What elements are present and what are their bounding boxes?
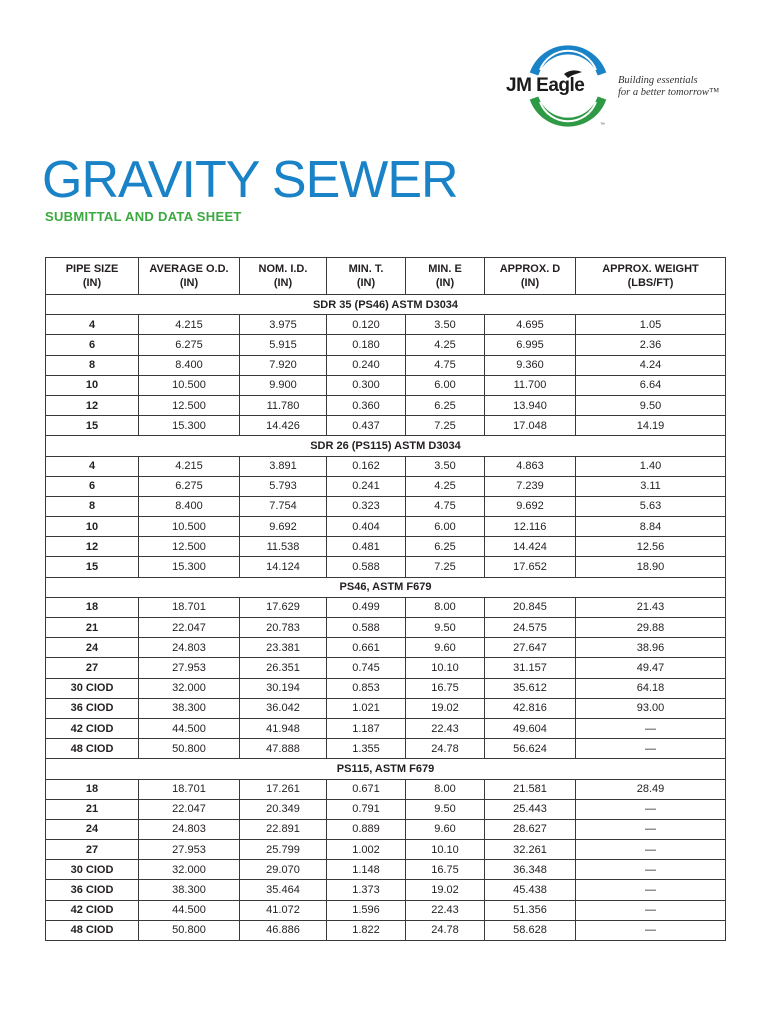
table-cell: 12.116 (485, 517, 576, 537)
table-cell: 24.78 (406, 739, 485, 759)
pipe-size-cell: 4 (46, 315, 139, 335)
table-cell: 17.261 (240, 779, 327, 799)
pipe-size-cell: 12 (46, 537, 139, 557)
table-cell: 1.373 (327, 880, 406, 900)
pipe-size-cell: 6 (46, 335, 139, 355)
table-cell: 36.042 (240, 698, 327, 718)
table-cell: 11.538 (240, 537, 327, 557)
table-cell: 8.400 (139, 355, 240, 375)
pipe-size-cell: 15 (46, 416, 139, 436)
section-row (46, 759, 726, 779)
table-cell: 15.300 (139, 416, 240, 436)
table-cell: 1.40 (576, 456, 726, 476)
pipe-size-cell: 21 (46, 799, 139, 819)
table-cell: 44.500 (139, 718, 240, 738)
table-cell: 17.629 (240, 597, 327, 617)
table-cell: 11.780 (240, 395, 327, 415)
table-cell: 12.500 (139, 537, 240, 557)
table-cell: — (576, 920, 726, 940)
table-row (46, 395, 726, 415)
table-cell: 36.348 (485, 860, 576, 880)
table-row (46, 900, 726, 920)
pipe-size-cell: 6 (46, 476, 139, 496)
table-cell: 0.588 (327, 557, 406, 577)
table-cell: 0.180 (327, 335, 406, 355)
table-row (46, 920, 726, 940)
table-cell: 16.75 (406, 678, 485, 698)
table-cell: 6.995 (485, 335, 576, 355)
pipe-size-cell: 30 CIOD (46, 678, 139, 698)
pipe-size-cell: 42 CIOD (46, 718, 139, 738)
table-cell: 4.695 (485, 315, 576, 335)
table-cell: 42.816 (485, 698, 576, 718)
table-cell: 2.36 (576, 335, 726, 355)
table-cell: 24.575 (485, 618, 576, 638)
tagline-line-2: for a better tomorrow™ (618, 87, 720, 98)
table-cell: — (576, 900, 726, 920)
table-cell: 56.624 (485, 739, 576, 759)
table-cell: 8.84 (576, 517, 726, 537)
table-cell: 3.975 (240, 315, 327, 335)
column-header-line: NOM. I.D. (258, 263, 308, 275)
table-header-row (46, 258, 726, 295)
table-cell: 41.072 (240, 900, 327, 920)
table-cell: 0.323 (327, 496, 406, 516)
table-cell: 27.647 (485, 638, 576, 658)
table-cell: 30.194 (240, 678, 327, 698)
table-cell: 18.701 (139, 597, 240, 617)
column-header-line: (LBS/FT) (627, 277, 674, 289)
pipe-size-cell: 24 (46, 638, 139, 658)
pipe-size-cell: 36 CIOD (46, 880, 139, 900)
table-cell: 45.438 (485, 880, 576, 900)
table-cell: 13.940 (485, 395, 576, 415)
table-cell: — (576, 819, 726, 839)
table-row (46, 618, 726, 638)
table-cell: 9.692 (240, 517, 327, 537)
table-cell: 17.048 (485, 416, 576, 436)
table-row (46, 638, 726, 658)
table-cell: 4.25 (406, 335, 485, 355)
column-header-line: MIN. T. (348, 263, 384, 275)
table-cell: 7.239 (485, 476, 576, 496)
table-cell: 22.047 (139, 618, 240, 638)
table-row (46, 456, 726, 476)
table-cell: 3.891 (240, 456, 327, 476)
section-row (46, 295, 726, 315)
pipe-size-cell: 10 (46, 375, 139, 395)
table-cell: 5.63 (576, 496, 726, 516)
table-cell: 27.953 (139, 658, 240, 678)
column-header-line: (IN) (273, 277, 293, 289)
table-cell: 22.047 (139, 799, 240, 819)
table-cell: 49.47 (576, 658, 726, 678)
column-header-line: (IN) (356, 277, 376, 289)
table-row (46, 840, 726, 860)
table-cell: 50.800 (139, 739, 240, 759)
table-cell: 29.88 (576, 618, 726, 638)
pipe-size-cell: 8 (46, 496, 139, 516)
svg-text:™: ™ (600, 122, 605, 128)
column-header-line: APPROX. WEIGHT (602, 263, 699, 275)
pipe-size-cell: 42 CIOD (46, 900, 139, 920)
table-cell: 35.464 (240, 880, 327, 900)
table-cell: 1.002 (327, 840, 406, 860)
table-cell: 3.50 (406, 315, 485, 335)
table-cell: 1.822 (327, 920, 406, 940)
table-cell: 27.953 (139, 840, 240, 860)
table-cell: 6.00 (406, 517, 485, 537)
pipe-size-cell: 30 CIOD (46, 860, 139, 880)
table-cell: 32.261 (485, 840, 576, 860)
table-cell: 9.50 (406, 618, 485, 638)
table-cell: 4.25 (406, 476, 485, 496)
table-cell: 6.275 (139, 335, 240, 355)
table-cell: — (576, 718, 726, 738)
table-cell: 32.000 (139, 860, 240, 880)
column-header-line: (IN) (520, 277, 540, 289)
column-header-line: (IN) (435, 277, 455, 289)
table-cell: 18.701 (139, 779, 240, 799)
table-cell: 6.25 (406, 395, 485, 415)
table-cell: 7.754 (240, 496, 327, 516)
table-row (46, 698, 726, 718)
table-row (46, 739, 726, 759)
table-row (46, 557, 726, 577)
table-cell: 9.60 (406, 638, 485, 658)
company-logo (506, 44, 726, 130)
table-cell: 10.500 (139, 517, 240, 537)
table-cell: 44.500 (139, 900, 240, 920)
table-cell: 3.50 (406, 456, 485, 476)
table-cell: 8.00 (406, 597, 485, 617)
table-cell: 20.783 (240, 618, 327, 638)
column-header-line: (IN) (82, 277, 102, 289)
table-cell: 7.920 (240, 355, 327, 375)
table-row (46, 496, 726, 516)
table-cell: 38.96 (576, 638, 726, 658)
table-cell: 49.604 (485, 718, 576, 738)
table-cell: 20.349 (240, 799, 327, 819)
table-cell: 1.596 (327, 900, 406, 920)
column-header (406, 258, 485, 295)
table-cell: 10.10 (406, 658, 485, 678)
table-cell: 0.120 (327, 315, 406, 335)
table-row (46, 335, 726, 355)
pipe-size-cell: 36 CIOD (46, 698, 139, 718)
section-title: SDR 26 (PS115) ASTM D3034 (46, 436, 726, 456)
table-cell: 9.50 (576, 395, 726, 415)
pipe-size-cell: 48 CIOD (46, 739, 139, 759)
table-cell: 1.021 (327, 698, 406, 718)
table-cell: 16.75 (406, 860, 485, 880)
table-cell: 9.50 (406, 799, 485, 819)
table-cell: 8.400 (139, 496, 240, 516)
table-cell: 26.351 (240, 658, 327, 678)
table-cell: 38.300 (139, 698, 240, 718)
table-cell: 12.56 (576, 537, 726, 557)
table-row (46, 375, 726, 395)
table-cell: 1.187 (327, 718, 406, 738)
table-cell: 7.25 (406, 416, 485, 436)
table-cell: 24.803 (139, 638, 240, 658)
column-header-line: AVERAGE O.D. (149, 263, 229, 275)
table-cell: 6.64 (576, 375, 726, 395)
table-cell: 0.671 (327, 779, 406, 799)
table-cell: 64.18 (576, 678, 726, 698)
table-cell: 0.791 (327, 799, 406, 819)
pipe-size-cell: 21 (46, 618, 139, 638)
table-cell: 93.00 (576, 698, 726, 718)
table-cell: 25.799 (240, 840, 327, 860)
table-cell: 14.19 (576, 416, 726, 436)
table-row (46, 718, 726, 738)
table-cell: 46.886 (240, 920, 327, 940)
table-row (46, 315, 726, 335)
table-cell: 7.25 (406, 557, 485, 577)
table-cell: 0.240 (327, 355, 406, 375)
logo-tagline (618, 75, 719, 99)
column-header (139, 258, 240, 295)
table-row (46, 880, 726, 900)
table-cell: — (576, 840, 726, 860)
table-cell: 23.381 (240, 638, 327, 658)
column-header-line: MIN. E (428, 263, 462, 275)
table-cell: 17.652 (485, 557, 576, 577)
table-row (46, 678, 726, 698)
table-cell: 12.500 (139, 395, 240, 415)
pipe-size-cell: 27 (46, 840, 139, 860)
table-cell: 9.692 (485, 496, 576, 516)
pipe-size-cell: 24 (46, 819, 139, 839)
table-cell: 0.853 (327, 678, 406, 698)
table-cell: 14.124 (240, 557, 327, 577)
table-cell: 22.43 (406, 718, 485, 738)
pipe-size-cell: 15 (46, 557, 139, 577)
pipe-size-cell: 12 (46, 395, 139, 415)
table-cell: 50.800 (139, 920, 240, 940)
column-header (240, 258, 327, 295)
table-cell: 24.803 (139, 819, 240, 839)
table-cell: 0.404 (327, 517, 406, 537)
table-cell: 28.49 (576, 779, 726, 799)
section-title: SDR 35 (PS46) ASTM D3034 (46, 295, 726, 315)
table-cell: 38.300 (139, 880, 240, 900)
logo-name: JM Eagle (506, 75, 585, 96)
table-cell: — (576, 739, 726, 759)
table-cell: 11.700 (485, 375, 576, 395)
table-cell: 10.500 (139, 375, 240, 395)
pipe-size-cell: 48 CIOD (46, 920, 139, 940)
table-cell: 14.424 (485, 537, 576, 557)
table-cell: 0.241 (327, 476, 406, 496)
table-cell: 22.43 (406, 900, 485, 920)
table-cell: 31.157 (485, 658, 576, 678)
table-row (46, 476, 726, 496)
table-cell: 1.148 (327, 860, 406, 880)
table-cell: 20.845 (485, 597, 576, 617)
table-cell: 0.889 (327, 819, 406, 839)
table-cell: 4.863 (485, 456, 576, 476)
column-header (46, 258, 139, 295)
table-cell: 9.360 (485, 355, 576, 375)
table-cell: 9.60 (406, 819, 485, 839)
table-cell: 21.43 (576, 597, 726, 617)
table-cell: 0.745 (327, 658, 406, 678)
tagline-line-1: Building essentials (618, 75, 698, 86)
pipe-data-table (45, 257, 726, 941)
table-cell: 0.481 (327, 537, 406, 557)
table-cell: 24.78 (406, 920, 485, 940)
section-title: PS46, ASTM F679 (46, 577, 726, 597)
table-cell: — (576, 880, 726, 900)
table-cell: 35.612 (485, 678, 576, 698)
pipe-size-cell: 18 (46, 597, 139, 617)
table-cell: 32.000 (139, 678, 240, 698)
pipe-size-cell: 8 (46, 355, 139, 375)
table-cell: — (576, 860, 726, 880)
section-row (46, 577, 726, 597)
column-header (485, 258, 576, 295)
section-row (46, 436, 726, 456)
table-cell: 0.588 (327, 618, 406, 638)
table-cell: 4.75 (406, 496, 485, 516)
table-cell: 6.25 (406, 537, 485, 557)
table-row (46, 860, 726, 880)
pipe-size-cell: 10 (46, 517, 139, 537)
table-row (46, 537, 726, 557)
table-cell: 0.499 (327, 597, 406, 617)
table-row (46, 799, 726, 819)
table-cell: 15.300 (139, 557, 240, 577)
table-cell: 3.11 (576, 476, 726, 496)
table-cell: 1.355 (327, 739, 406, 759)
table-cell: 4.215 (139, 456, 240, 476)
table-row (46, 658, 726, 678)
table-row (46, 819, 726, 839)
table-cell: 41.948 (240, 718, 327, 738)
column-header-line: PIPE SIZE (65, 263, 119, 275)
column-header (576, 258, 726, 295)
column-header-line: APPROX. D (499, 263, 561, 275)
table-cell: 28.627 (485, 819, 576, 839)
table-cell: 5.915 (240, 335, 327, 355)
table-cell: 19.02 (406, 698, 485, 718)
table-cell: 8.00 (406, 779, 485, 799)
table-row (46, 517, 726, 537)
pipe-size-cell: 18 (46, 779, 139, 799)
table-row (46, 416, 726, 436)
table-cell: 4.75 (406, 355, 485, 375)
table-row (46, 779, 726, 799)
table-cell: 22.891 (240, 819, 327, 839)
table-cell: 51.356 (485, 900, 576, 920)
page-title: GRAVITY SEWER (42, 151, 458, 209)
table-cell: 47.888 (240, 739, 327, 759)
table-cell: 5.793 (240, 476, 327, 496)
table-cell: 58.628 (485, 920, 576, 940)
table-cell: 18.90 (576, 557, 726, 577)
table-cell: — (576, 799, 726, 819)
table-cell: 4.215 (139, 315, 240, 335)
table-cell: 1.05 (576, 315, 726, 335)
table-cell: 29.070 (240, 860, 327, 880)
table-cell: 9.900 (240, 375, 327, 395)
table-cell: 0.162 (327, 456, 406, 476)
pipe-size-cell: 27 (46, 658, 139, 678)
column-header (327, 258, 406, 295)
table-cell: 10.10 (406, 840, 485, 860)
table-cell: 14.426 (240, 416, 327, 436)
table-cell: 6.275 (139, 476, 240, 496)
table-row (46, 597, 726, 617)
table-cell: 21.581 (485, 779, 576, 799)
table-cell: 19.02 (406, 880, 485, 900)
page-subtitle: SUBMITTAL AND DATA SHEET (45, 209, 242, 224)
pipe-size-cell: 4 (46, 456, 139, 476)
table-cell: 0.661 (327, 638, 406, 658)
table-cell: 4.24 (576, 355, 726, 375)
table-cell: 25.443 (485, 799, 576, 819)
table-cell: 0.300 (327, 375, 406, 395)
table-cell: 6.00 (406, 375, 485, 395)
section-title: PS115, ASTM F679 (46, 759, 726, 779)
table-row (46, 355, 726, 375)
table-cell: 0.437 (327, 416, 406, 436)
column-header-line: (IN) (179, 277, 199, 289)
table-cell: 0.360 (327, 395, 406, 415)
